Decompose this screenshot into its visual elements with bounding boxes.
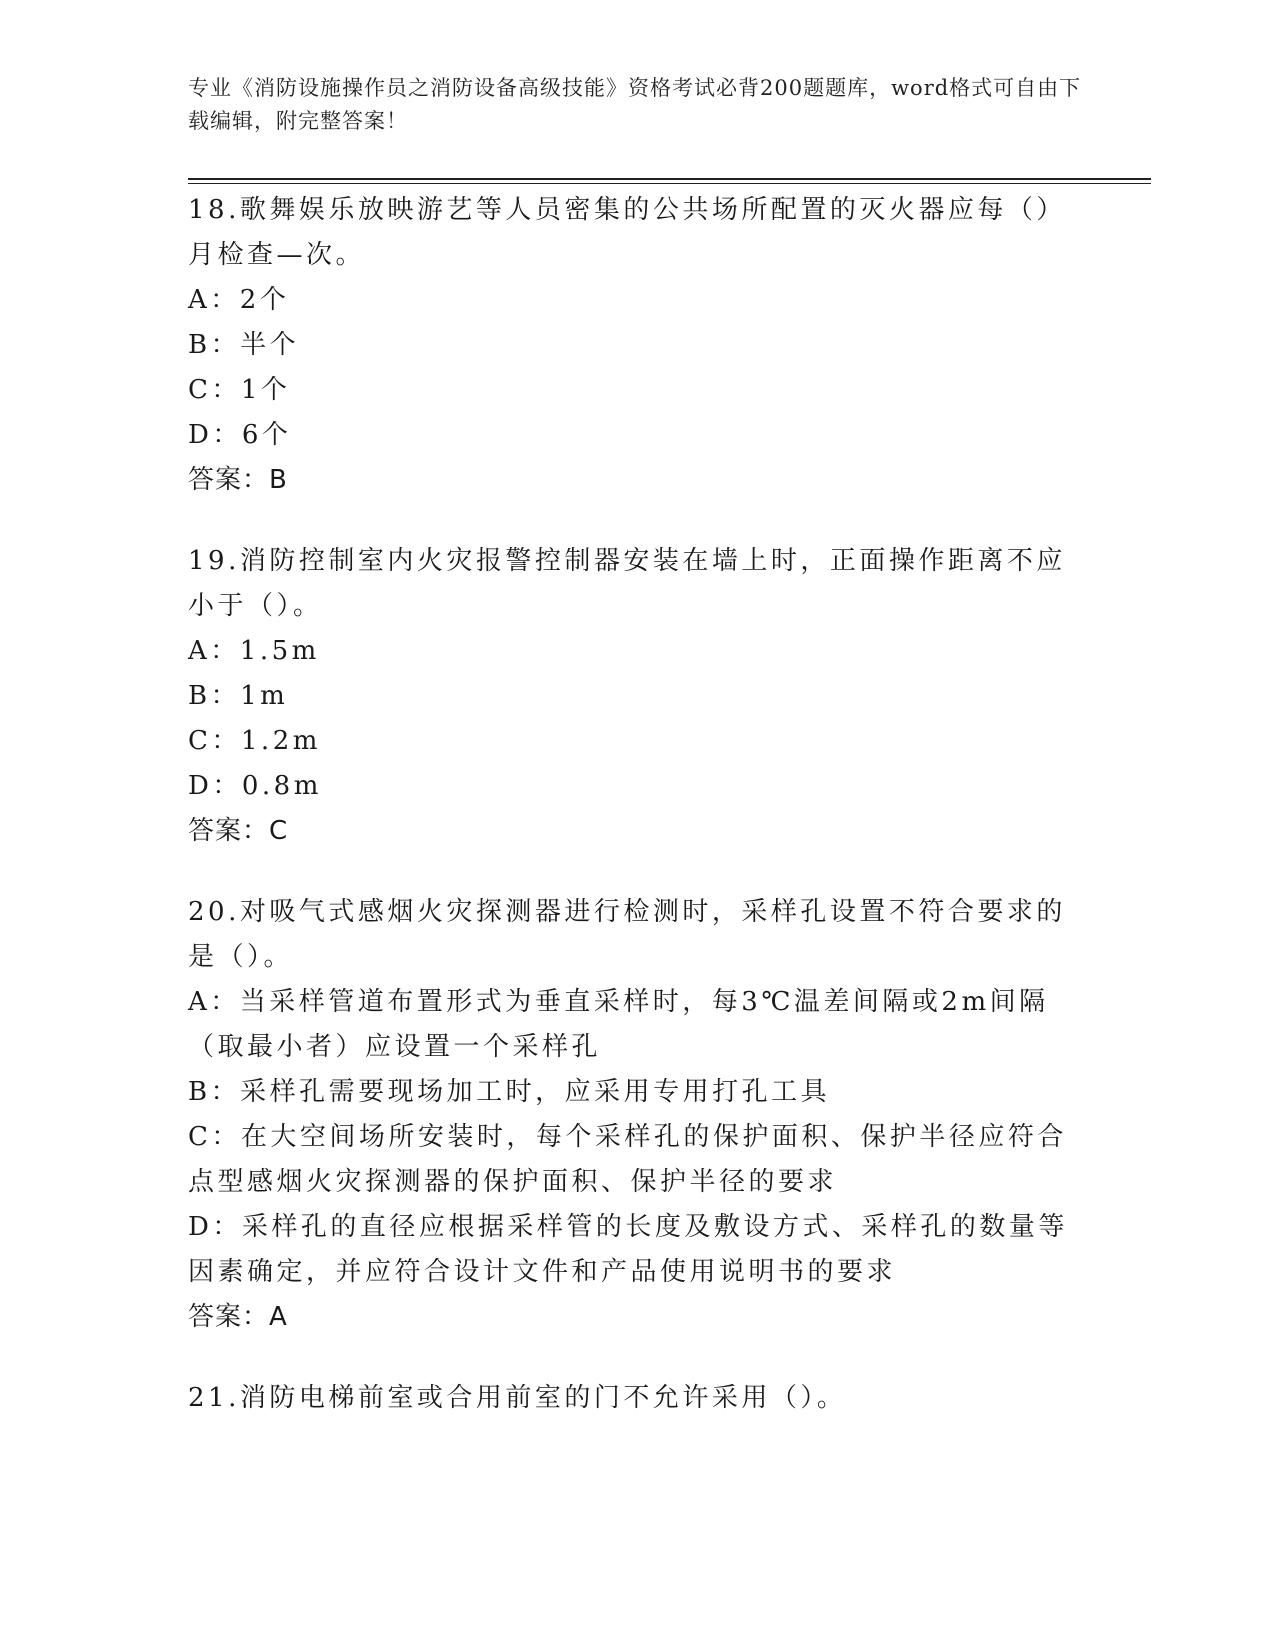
answer: 答案：B — [188, 465, 288, 495]
option-b: B：采样孔需要现场加工时，应采用专用打孔工具 — [188, 1077, 831, 1107]
option-c: C：1.2m — [188, 726, 321, 756]
option-a: A：1.5m — [188, 636, 320, 666]
question-21 — [188, 1376, 1088, 1421]
question-19 — [188, 539, 1088, 854]
option-d: D：采样孔的直径应根据采样管的长度及敷设方式、采样孔的数量等因素确定，并应符合设计文件和产品使用说明书的要求 — [188, 1212, 1068, 1287]
option-a: A：2个 — [188, 285, 290, 315]
option-d: D：0.8m — [188, 771, 322, 801]
answer: 答案：C — [188, 816, 289, 846]
question-stem: 21.消防电梯前室或合用前室的门不允许采用（）。 — [188, 1383, 847, 1413]
question-list — [188, 188, 1088, 1457]
option-c: C：在大空间场所安装时，每个采样孔的保护面积、保护半径应符合点型感烟火灾探测器的保护面积、保护半径的要求 — [188, 1122, 1067, 1197]
option-b: B：半个 — [188, 330, 300, 360]
option-b: B：1m — [188, 681, 289, 711]
question-20 — [188, 890, 1088, 1340]
question-18 — [188, 188, 1088, 503]
option-c: C：1个 — [188, 375, 291, 405]
question-stem: 20.对吸气式感烟火灾探测器进行检测时，采样孔设置不符合要求的是（）。 — [188, 897, 1066, 972]
document-header: 专业《消防设施操作员之消防设备高级技能》资格考试必背200题题库，word格式可自由下载编辑，附完整答案！ — [188, 76, 1082, 133]
question-stem: 19.消防控制室内火灾报警控制器安装在墙上时，正面操作距离不应小于（）。 — [188, 546, 1066, 621]
header-divider-thin — [188, 183, 1151, 184]
answer: 答案：A — [188, 1302, 288, 1332]
question-stem: 18.歌舞娱乐放映游艺等人员密集的公共场所配置的灭火器应每（）月检查—次。 — [188, 195, 1066, 270]
option-a: A：当采样管道布置形式为垂直采样时，每3℃温差间隔或2m间隔（取最小者）应设置一个采样孔 — [188, 987, 1049, 1062]
option-d: D：6个 — [188, 420, 292, 450]
header-divider-thick — [188, 178, 1151, 180]
